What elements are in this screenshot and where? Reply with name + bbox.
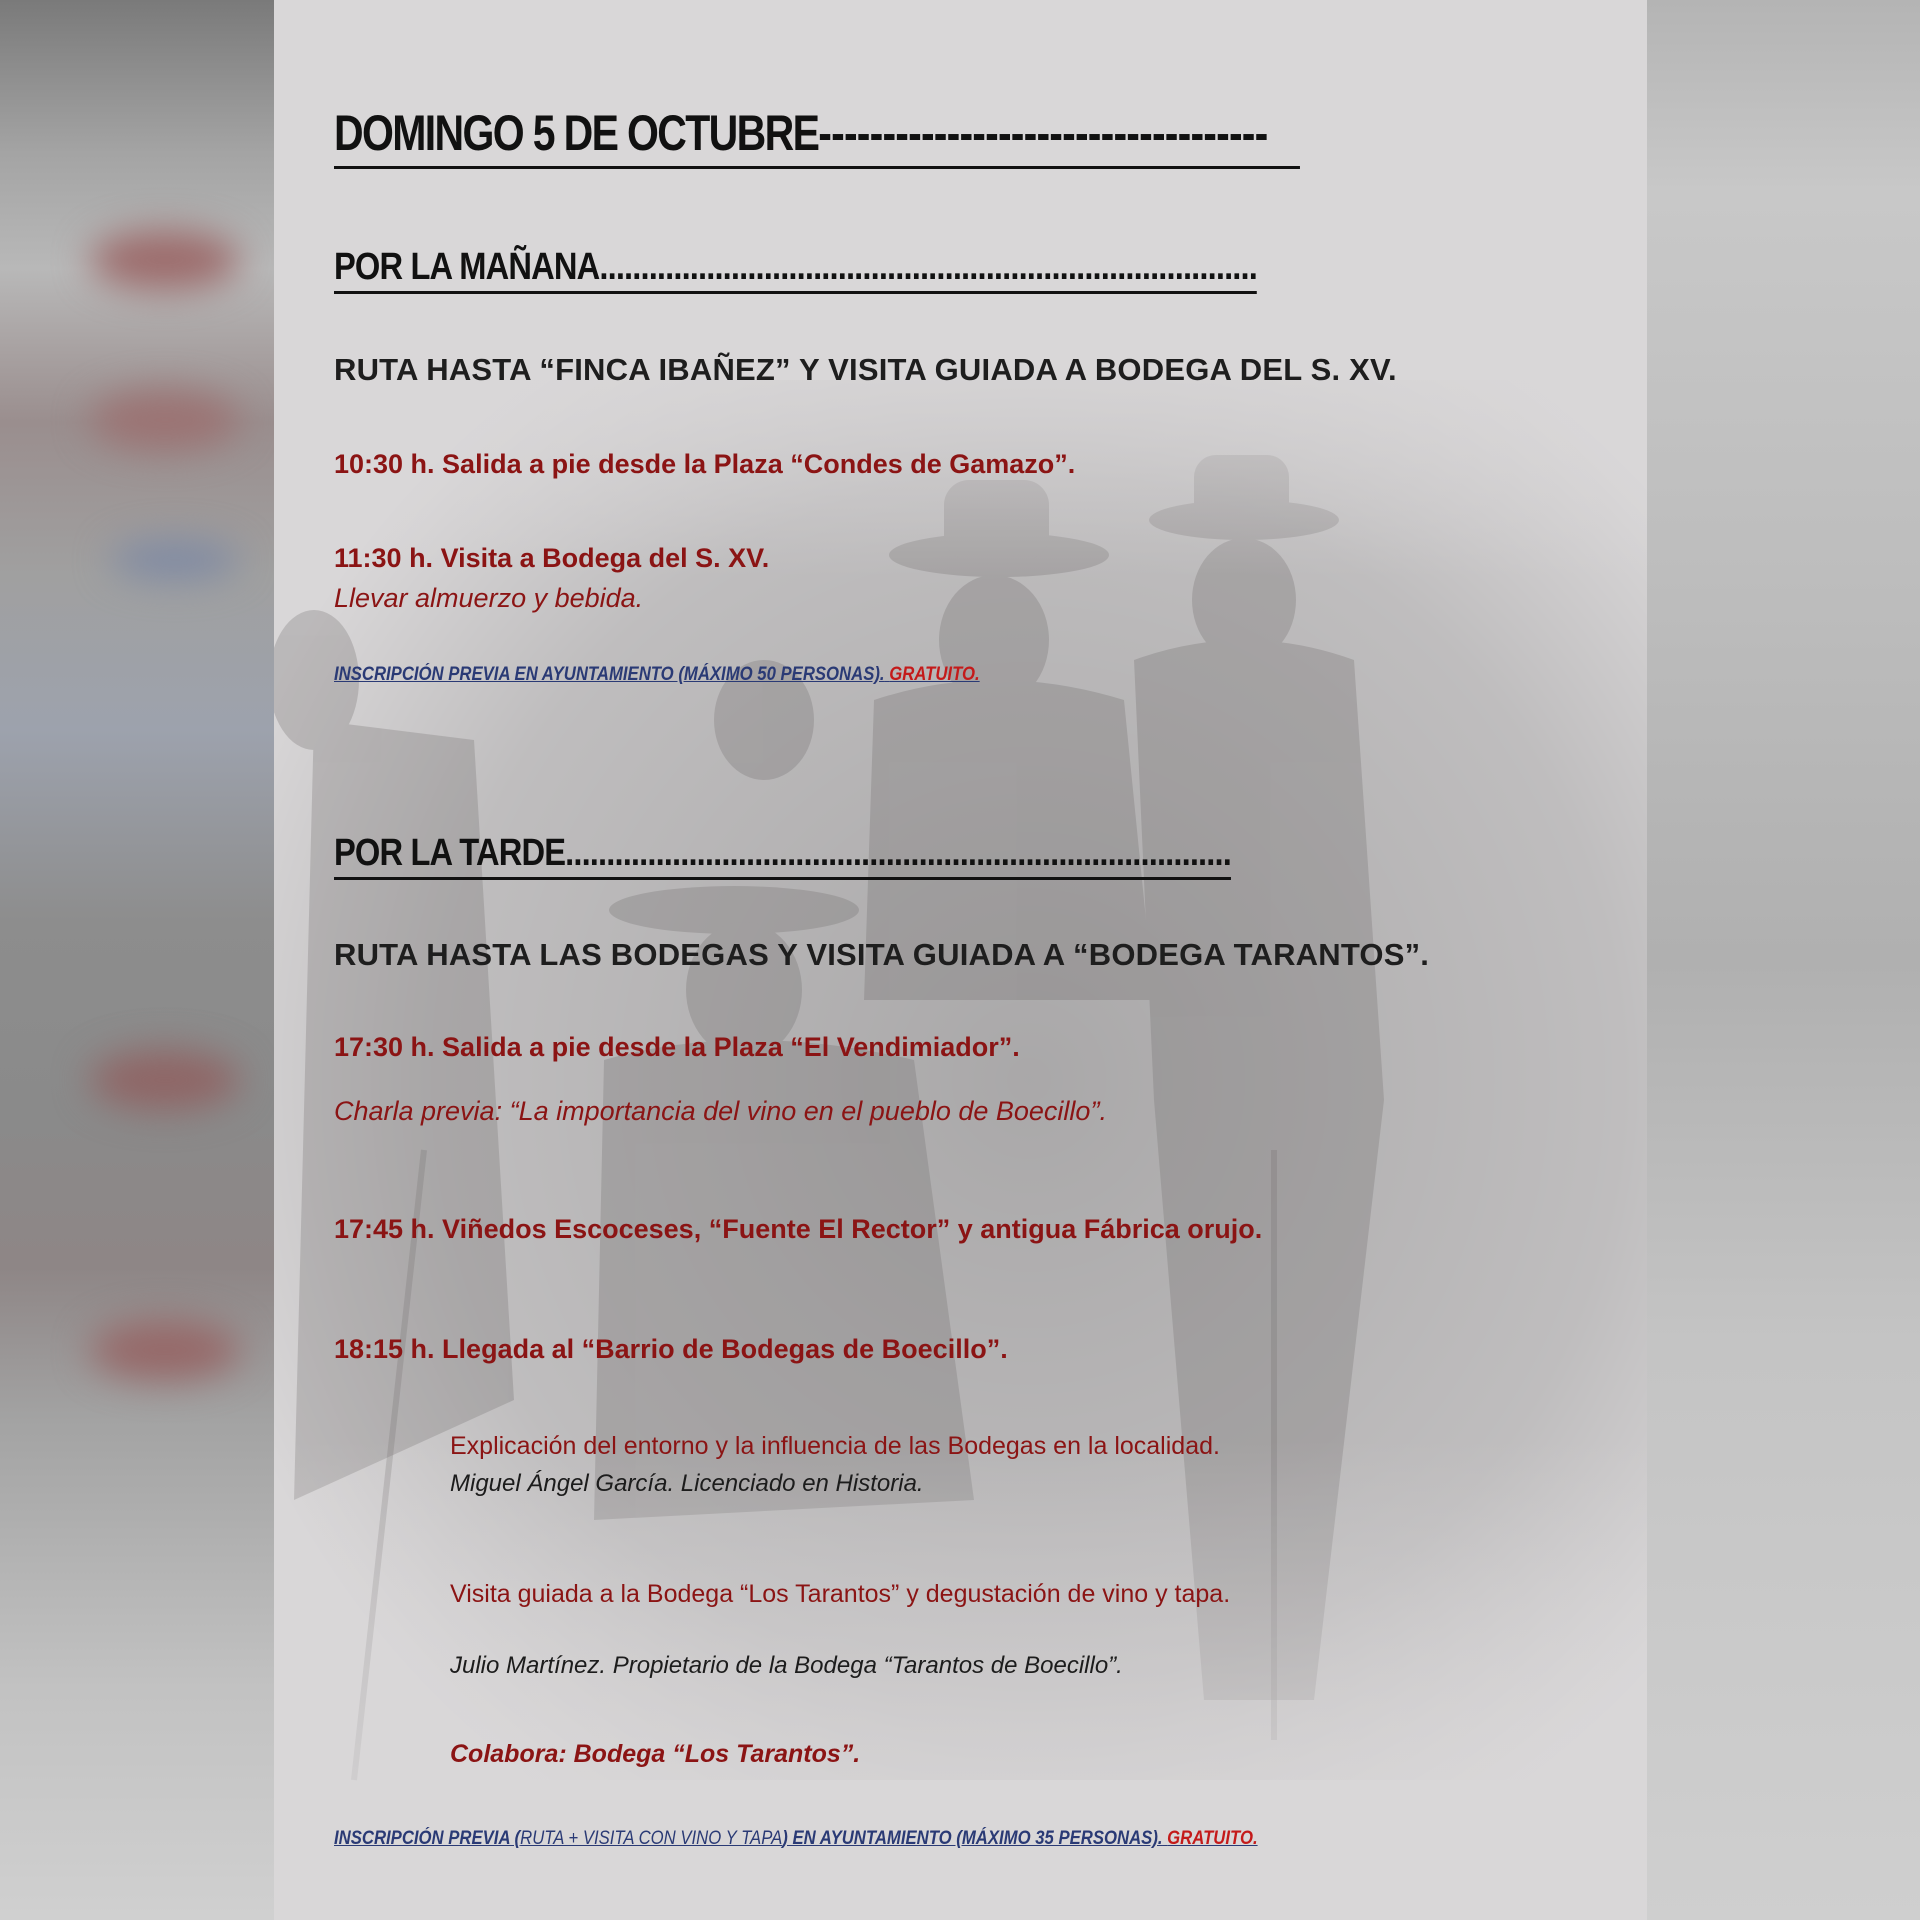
backdrop-blur-shape xyxy=(90,1050,240,1110)
afternoon-item-1: 17:30 h. Salida a pie desde la Plaza “El Vendimiador”. xyxy=(334,1032,1020,1062)
morning-item-2: 11:30 h. Visita a Bodega del S. XV. xyxy=(334,543,770,573)
morning-heading-dots: ................................................................................ xyxy=(599,246,1257,288)
backdrop-blur-shape xyxy=(90,1320,240,1380)
event-program-page xyxy=(274,0,1647,1920)
morning-free-badge: GRATUITO. xyxy=(889,664,980,685)
afternoon-detail-1: Explicación del entorno y la influencia de las Bodegas en la localidad. xyxy=(450,1432,1220,1460)
morning-heading-text: POR LA MAÑANA xyxy=(334,246,600,288)
morning-registration xyxy=(334,664,980,686)
afternoon-item-3: 18:15 h. Llegada al “Barrio de Bodegas de Boecillo”. xyxy=(334,1334,1008,1364)
afternoon-item-2: 17:45 h. Viñedos Escoceses, “Fuente El Rector” y antigua Fábrica orujo. xyxy=(334,1214,1263,1244)
morning-subtitle: RUTA HASTA “FINCA IBAÑEZ” Y VISITA GUIADA A BODEGA DEL S. XV. xyxy=(334,352,1397,387)
afternoon-free-badge: GRATUITO. xyxy=(1167,1828,1258,1849)
backdrop-blur-shape xyxy=(90,230,240,290)
title-dashes: ----------------------------------- xyxy=(818,105,1268,161)
blurred-backdrop-right xyxy=(1647,0,1920,1920)
afternoon-item-1-note: Charla previa: “La importancia del vino en el pueblo de Boecillo”. xyxy=(334,1096,1107,1126)
program-text xyxy=(274,0,1647,1920)
afternoon-detail-1-speaker: Miguel Ángel García. Licenciado en Historia. xyxy=(450,1470,924,1497)
page-title xyxy=(334,104,1300,169)
afternoon-heading-dots: ................................................................................. xyxy=(565,832,1231,874)
morning-item-2-note: Llevar almuerzo y bebida. xyxy=(334,583,644,613)
afternoon-registration-text-a: INSCRIPCIÓN PREVIA ( xyxy=(334,1828,521,1849)
afternoon-registration-text-c: ) EN AYUNTAMIENTO (MÁXIMO 35 PERSONAS). xyxy=(782,1828,1163,1849)
afternoon-subtitle: RUTA HASTA LAS BODEGAS Y VISITA GUIADA A “BODEGA TARANTOS”. xyxy=(334,937,1430,972)
morning-item-1: 10:30 h. Salida a pie desde la Plaza “Condes de Gamazo”. xyxy=(334,449,1076,479)
backdrop-blur-shape xyxy=(90,390,240,450)
afternoon-detail-2: Visita guiada a la Bodega “Los Tarantos” y degustación de vino y tapa. xyxy=(450,1580,1231,1608)
section-heading-morning xyxy=(334,246,1257,294)
afternoon-registration-text-b: RUTA + VISITA CON VINO Y TAPA xyxy=(520,1828,783,1849)
morning-registration-text: INSCRIPCIÓN PREVIA EN AYUNTAMIENTO (MÁXIMO 50 PERSONAS). xyxy=(334,664,885,685)
section-heading-afternoon xyxy=(334,832,1231,880)
backdrop-blur-shape xyxy=(110,540,240,580)
afternoon-registration xyxy=(334,1828,1258,1850)
title-text: DOMINGO 5 DE OCTUBRE xyxy=(334,105,819,161)
afternoon-collaborator: Colabora: Bodega “Los Tarantos”. xyxy=(450,1740,861,1768)
afternoon-detail-2-speaker: Julio Martínez. Propietario de la Bodega “Tarantos de Boecillo”. xyxy=(450,1652,1123,1679)
afternoon-heading-text: POR LA TARDE xyxy=(334,832,566,874)
blurred-backdrop-left xyxy=(0,0,274,1920)
